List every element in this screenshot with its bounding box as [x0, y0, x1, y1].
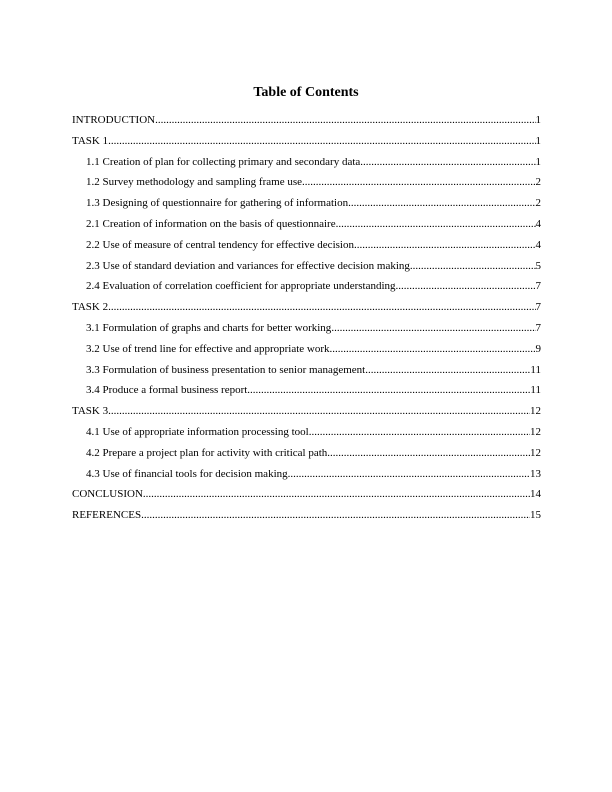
toc-entry-page-number: 9: [535, 342, 541, 355]
toc-entry[interactable]: [72, 238, 541, 259]
toc-dot-leader: [309, 425, 530, 439]
toc-entry-label: REFERENCES: [72, 509, 142, 522]
toc-entry-label: 2.3 Use of standard deviation and variances for effective decision making: [86, 259, 410, 272]
toc-dot-leader: [108, 404, 530, 418]
toc-entry[interactable]: [72, 300, 541, 321]
toc-entry-page-number: 1: [535, 155, 541, 168]
toc-dot-leader: [396, 279, 536, 293]
toc-dot-leader: [288, 467, 530, 481]
toc-entry-page-number: 7: [535, 321, 541, 334]
toc-entry[interactable]: [72, 487, 541, 508]
toc-entry-label: 3.4 Produce a formal business report: [86, 384, 248, 397]
toc-entry[interactable]: [72, 508, 541, 529]
toc-entry-page-number: 2: [535, 176, 541, 189]
toc-dot-leader: [247, 383, 530, 397]
toc-entry-label: 1.1 Creation of plan for collecting primary and secondary data: [86, 155, 361, 168]
toc-entry[interactable]: [72, 279, 541, 300]
toc-entry-page-number: 5: [535, 259, 541, 272]
toc-entry[interactable]: [72, 404, 541, 425]
toc-dot-leader: [336, 217, 536, 231]
toc-entry-page-number: 1: [535, 114, 541, 126]
toc-dot-leader: [331, 321, 535, 335]
toc-entry-label: 1.2 Survey methodology and sampling frame use: [86, 176, 302, 189]
toc-entry-label: TASK 3: [72, 405, 109, 418]
toc-entry[interactable]: [72, 321, 541, 342]
toc-entry[interactable]: [72, 259, 541, 280]
toc-entry-label: 2.1 Creation of information on the basis of questionnaire: [86, 217, 336, 230]
toc-entry-page-number: 14: [530, 488, 541, 501]
toc-entry-label: 4.3 Use of financial tools for decision making: [86, 467, 288, 480]
toc-dot-leader: [155, 113, 535, 127]
toc-entry-page-number: 11: [530, 363, 541, 376]
toc-entry-page-number: 12: [530, 446, 541, 459]
toc-entry-page-number: 4: [535, 217, 541, 230]
toc-dot-leader: [143, 487, 530, 501]
toc-entry[interactable]: [72, 113, 541, 134]
toc-dot-leader: [354, 238, 536, 252]
toc-entry[interactable]: [72, 196, 541, 217]
toc-dot-leader: [360, 155, 535, 169]
toc-entry[interactable]: [72, 425, 541, 446]
toc-entry-page-number: 4: [535, 238, 541, 251]
toc-entry[interactable]: [72, 155, 541, 176]
toc-dot-leader: [410, 259, 536, 273]
toc-entry-label: TASK 1: [72, 134, 109, 147]
toc-dot-leader: [302, 175, 536, 189]
toc-dot-leader: [141, 508, 530, 522]
toc-dot-leader: [327, 446, 530, 460]
toc-entry[interactable]: [72, 342, 541, 363]
toc-dot-leader: [108, 300, 535, 314]
toc-entry[interactable]: [72, 383, 541, 404]
toc-entry-page-number: 7: [535, 301, 541, 314]
toc-dot-leader: [108, 134, 535, 148]
toc-dot-leader: [348, 196, 535, 210]
toc-entry[interactable]: [72, 363, 541, 384]
toc-entry-label: CONCLUSION: [72, 488, 143, 501]
toc-entry-label: 3.1 Formulation of graphs and charts for better working: [86, 321, 332, 334]
toc-entry-page-number: 12: [530, 425, 541, 438]
toc-entry-label: INTRODUCTION: [72, 114, 156, 126]
toc-entry-page-number: 1: [535, 134, 541, 147]
toc-entry-label: 4.1 Use of appropriate information processing tool: [86, 425, 309, 438]
toc-entry-label: 3.2 Use of trend line for effective and appropriate work: [86, 342, 330, 355]
toc-entry-page-number: 12: [530, 405, 541, 418]
toc-entry[interactable]: [72, 217, 541, 238]
toc-entry-page-number: 11: [530, 384, 541, 397]
toc-entry-label: 2.2 Use of measure of central tendency for effective decision: [86, 238, 354, 251]
toc-entry-label: 3.3 Formulation of business presentation to senior management: [86, 363, 366, 376]
toc-entry-page-number: 2: [535, 197, 541, 210]
toc-entry[interactable]: [72, 175, 541, 196]
toc-list: [72, 113, 541, 529]
toc-entry-label: 4.2 Prepare a project plan for activity with critical path: [86, 446, 328, 459]
toc-dot-leader: [365, 363, 530, 377]
toc-entry-label: TASK 2: [72, 301, 109, 314]
toc-dot-leader: [330, 342, 536, 356]
toc-entry-page-number: 15: [530, 509, 541, 522]
toc-entry[interactable]: [72, 467, 541, 488]
toc-title: Table of Contents: [253, 85, 359, 100]
toc-entry-page-number: 13: [530, 467, 541, 480]
toc-entry-label: 1.3 Designing of questionnaire for gathering of information: [86, 197, 349, 210]
toc-entry-label: 2.4 Evaluation of correlation coefficient for appropriate understanding: [86, 280, 396, 293]
toc-entry[interactable]: [72, 446, 541, 467]
toc-entry[interactable]: [72, 134, 541, 155]
toc-entry-page-number: 7: [535, 280, 541, 293]
